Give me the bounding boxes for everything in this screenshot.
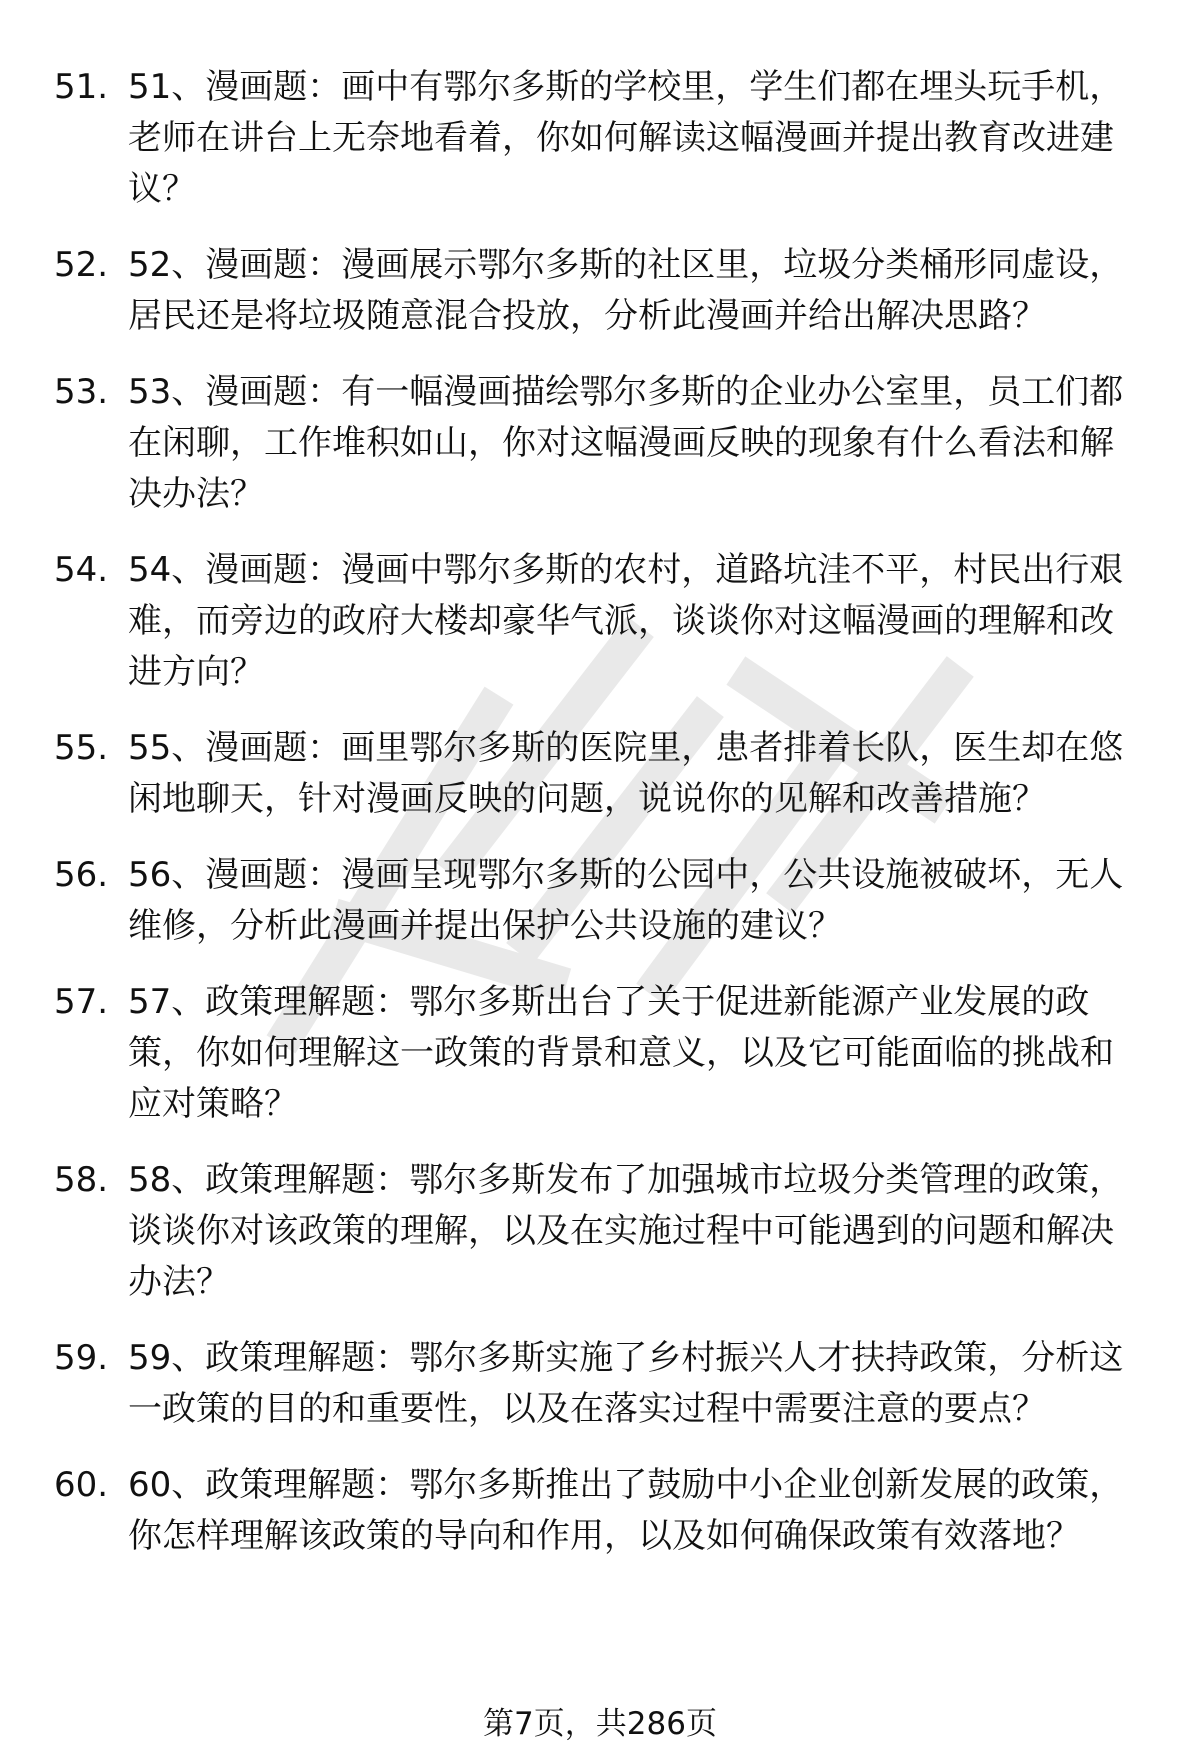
list-item xyxy=(0,545,1200,698)
question-number: 58. xyxy=(54,1160,109,1200)
question-text: 52、漫画题：漫画展示鄂尔多斯的社区里，垃圾分类桶形同虚设，居民还是将垃圾随意混合投放，分析此漫画并给出解决思路？ xyxy=(128,245,1124,336)
question-text: 57、政策理解题：鄂尔多斯出台了关于促进新能源产业发展的政策，你如何理解这一政策的背景和意义，以及它可能面临的挑战和应对策略？ xyxy=(128,982,1114,1124)
question-number: 59. xyxy=(54,1338,109,1378)
question-text: 58、政策理解题：鄂尔多斯发布了加强城市垃圾分类管理的政策，谈谈你对该政策的理解，以及在实施过程中可能遇到的问题和解决办法？ xyxy=(128,1160,1124,1302)
question-text: 55、漫画题：画里鄂尔多斯的医院里，患者排着长队，医生却在悠闲地聊天，针对漫画反映的问题，说说你的见解和改善措施？ xyxy=(128,728,1124,819)
question-number: 52. xyxy=(54,245,109,285)
page-number-footer: 第7页，共286页 xyxy=(483,1706,717,1742)
list-item xyxy=(0,367,1200,520)
list-item xyxy=(0,977,1200,1130)
list-item xyxy=(0,62,1200,215)
question-number: 51. xyxy=(54,67,109,107)
question-number: 54. xyxy=(54,550,109,590)
question-number: 60. xyxy=(54,1465,109,1505)
list-item xyxy=(0,1333,1200,1435)
question-number: 53. xyxy=(54,372,109,412)
question-text: 56、漫画题：漫画呈现鄂尔多斯的公园中，公共设施被破坏，无人维修，分析此漫画并提出保护公共设施的建议？ xyxy=(128,855,1124,946)
question-number: 57. xyxy=(54,982,109,1022)
question-number: 55. xyxy=(54,728,109,768)
list-item xyxy=(0,723,1200,825)
question-text: 51、漫画题：画中有鄂尔多斯的学校里，学生们都在埋头玩手机，老师在讲台上无奈地看着，你如何解读这幅漫画并提出教育改进建议？ xyxy=(128,67,1124,209)
list-item xyxy=(0,240,1200,342)
list-item xyxy=(0,1460,1200,1562)
list-item xyxy=(0,1155,1200,1308)
question-text: 53、漫画题：有一幅漫画描绘鄂尔多斯的企业办公室里，员工们都在闲聊，工作堆积如山，你对这幅漫画反映的现象有什么看法和解决办法？ xyxy=(128,372,1124,514)
question-list xyxy=(0,62,1200,1587)
question-text: 54、漫画题：漫画中鄂尔多斯的农村，道路坑洼不平，村民出行艰难，而旁边的政府大楼却豪华气派，谈谈你对这幅漫画的理解和改进方向？ xyxy=(128,550,1124,692)
question-text: 59、政策理解题：鄂尔多斯实施了乡村振兴人才扶持政策，分析这一政策的目的和重要性，以及在落实过程中需要注意的要点？ xyxy=(128,1338,1124,1429)
question-number: 56. xyxy=(54,855,109,895)
list-item xyxy=(0,850,1200,952)
question-text: 60、政策理解题：鄂尔多斯推出了鼓励中小企业创新发展的政策，你怎样理解该政策的导向和作用，以及如何确保政策有效落地？ xyxy=(128,1465,1124,1556)
